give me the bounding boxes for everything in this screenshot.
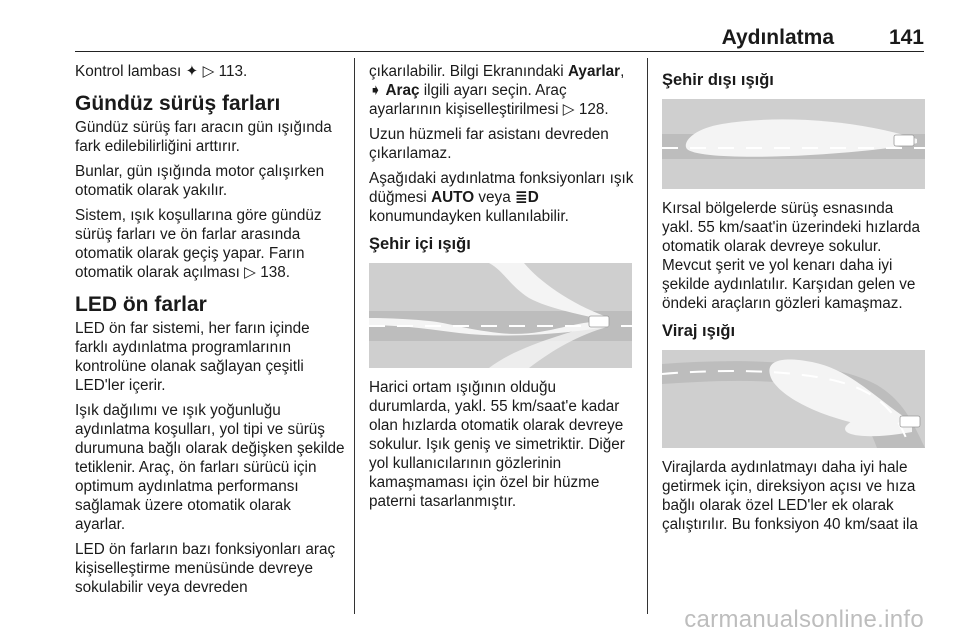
low-beam-icon: ≣D xyxy=(514,189,539,206)
paragraph xyxy=(369,62,635,119)
paragraph: Uzun hüzmeli far asistanı devreden çıkarılamaz. xyxy=(369,126,609,162)
column-1 xyxy=(75,62,345,603)
header-rule xyxy=(75,51,924,52)
paragraph: Virajlarda aydınlatmayı daha iyi hale getirmek için, direksiyon açısı ve hıza bağlı olarak özel LED'ler ek olarak çalıştırılır. Bu fonksiyon 40 km/saat ila xyxy=(662,459,918,533)
text: çıkarılabilir. Bilgi Ekranındaki xyxy=(369,63,568,80)
section-heading: Şehir dışı ışığı xyxy=(662,71,774,89)
paragraph: Kırsal bölgelerde sürüş esnasında yakl. 55 km/saat'in üzerindeki hızlarda otomatik olarak devreye sokulur. Mevcut şerit ve yol kenarı daha iyi şekilde aydınlatılır. Karşıdan gelen ve öndeki araçların gözleri kamaşmaz. xyxy=(662,200,920,312)
section-heading: Şehir içi ışığı xyxy=(369,235,471,253)
city-light-illustration xyxy=(369,263,632,368)
section-heading: Gündüz sürüş farları xyxy=(75,92,281,115)
curve-light-illustration xyxy=(662,350,925,448)
menu-term-vehicle: ➧ Araç xyxy=(369,82,420,99)
menu-term-settings: Ayarlar xyxy=(567,63,621,80)
column-2 xyxy=(369,62,635,517)
paragraph: LED ön far sistemi, her farın içinde farklı aydınlatma programlarının kontrolüne olanak sağlayan çeşitli LED'ler içerir. xyxy=(75,320,310,394)
page-number: 141 xyxy=(888,26,924,49)
paragraph: Kontrol lambası ✦ ▷ 113. xyxy=(75,63,248,80)
paragraph: Sistem, ışık koşullarına göre gündüz sürüş farları ve ön farlar arasında otomatik olarak geçiş yapar. Farın otomatik olarak açılması ▷ 138. xyxy=(75,207,322,281)
watermark: carmanualsonline.info xyxy=(684,606,924,633)
text: , xyxy=(620,63,625,80)
text: Aşağıdaki aydınlatma fonksiyonları ışık düğmesi xyxy=(369,170,634,206)
paragraph: Harici ortam ışığının olduğu durumlarda, yakl. 55 km/saat'e kadar olan hızlarda otomatik olarak devreye sokulur. Işık geniş ve simetriktir. Diğer yol kullanıcılarının gözlerinin kamaşmaması için özel bir hüzme paterni tasarlanmıştır. xyxy=(369,379,625,510)
column-3 xyxy=(662,62,927,540)
page-header xyxy=(75,26,924,50)
paragraph: Bunlar, gün ışığında motor çalışırken otomatik olarak yakılır. xyxy=(75,163,325,199)
paragraph: Işık dağılımı ve ışık yoğunluğu aydınlatma koşulları, yol tipi ve sürüş durumuna bağlı olarak değişken şekilde tetiklenir. Araç, ön farları sürücü için optimum aydınlatma performansı sağlamak üzere otomatik olarak ayarlar. xyxy=(75,402,345,533)
country-light-illustration xyxy=(662,99,925,189)
switch-auto-label: AUTO xyxy=(431,189,475,206)
page-title: Aydınlatma xyxy=(721,26,834,49)
paragraph: Gündüz sürüş farı aracın gün ışığında fark edilebilirliğini arttırır. xyxy=(75,119,332,155)
section-heading: Viraj ışığı xyxy=(662,322,736,340)
text: veya xyxy=(474,189,515,206)
column-divider xyxy=(647,58,648,614)
paragraph: LED ön farların bazı fonksiyonları araç kişiselleştirme menüsünde devreye sokulabilir veya devreden xyxy=(75,541,336,596)
text: ilgili ayarı seçin. Araç ayarlarının kişiselleştirilmesi ▷ 128. xyxy=(369,82,609,118)
paragraph xyxy=(369,169,635,226)
section-heading: LED ön farlar xyxy=(75,293,207,316)
column-divider xyxy=(354,58,355,614)
text: konumundayken kullanılabilir. xyxy=(369,208,569,225)
